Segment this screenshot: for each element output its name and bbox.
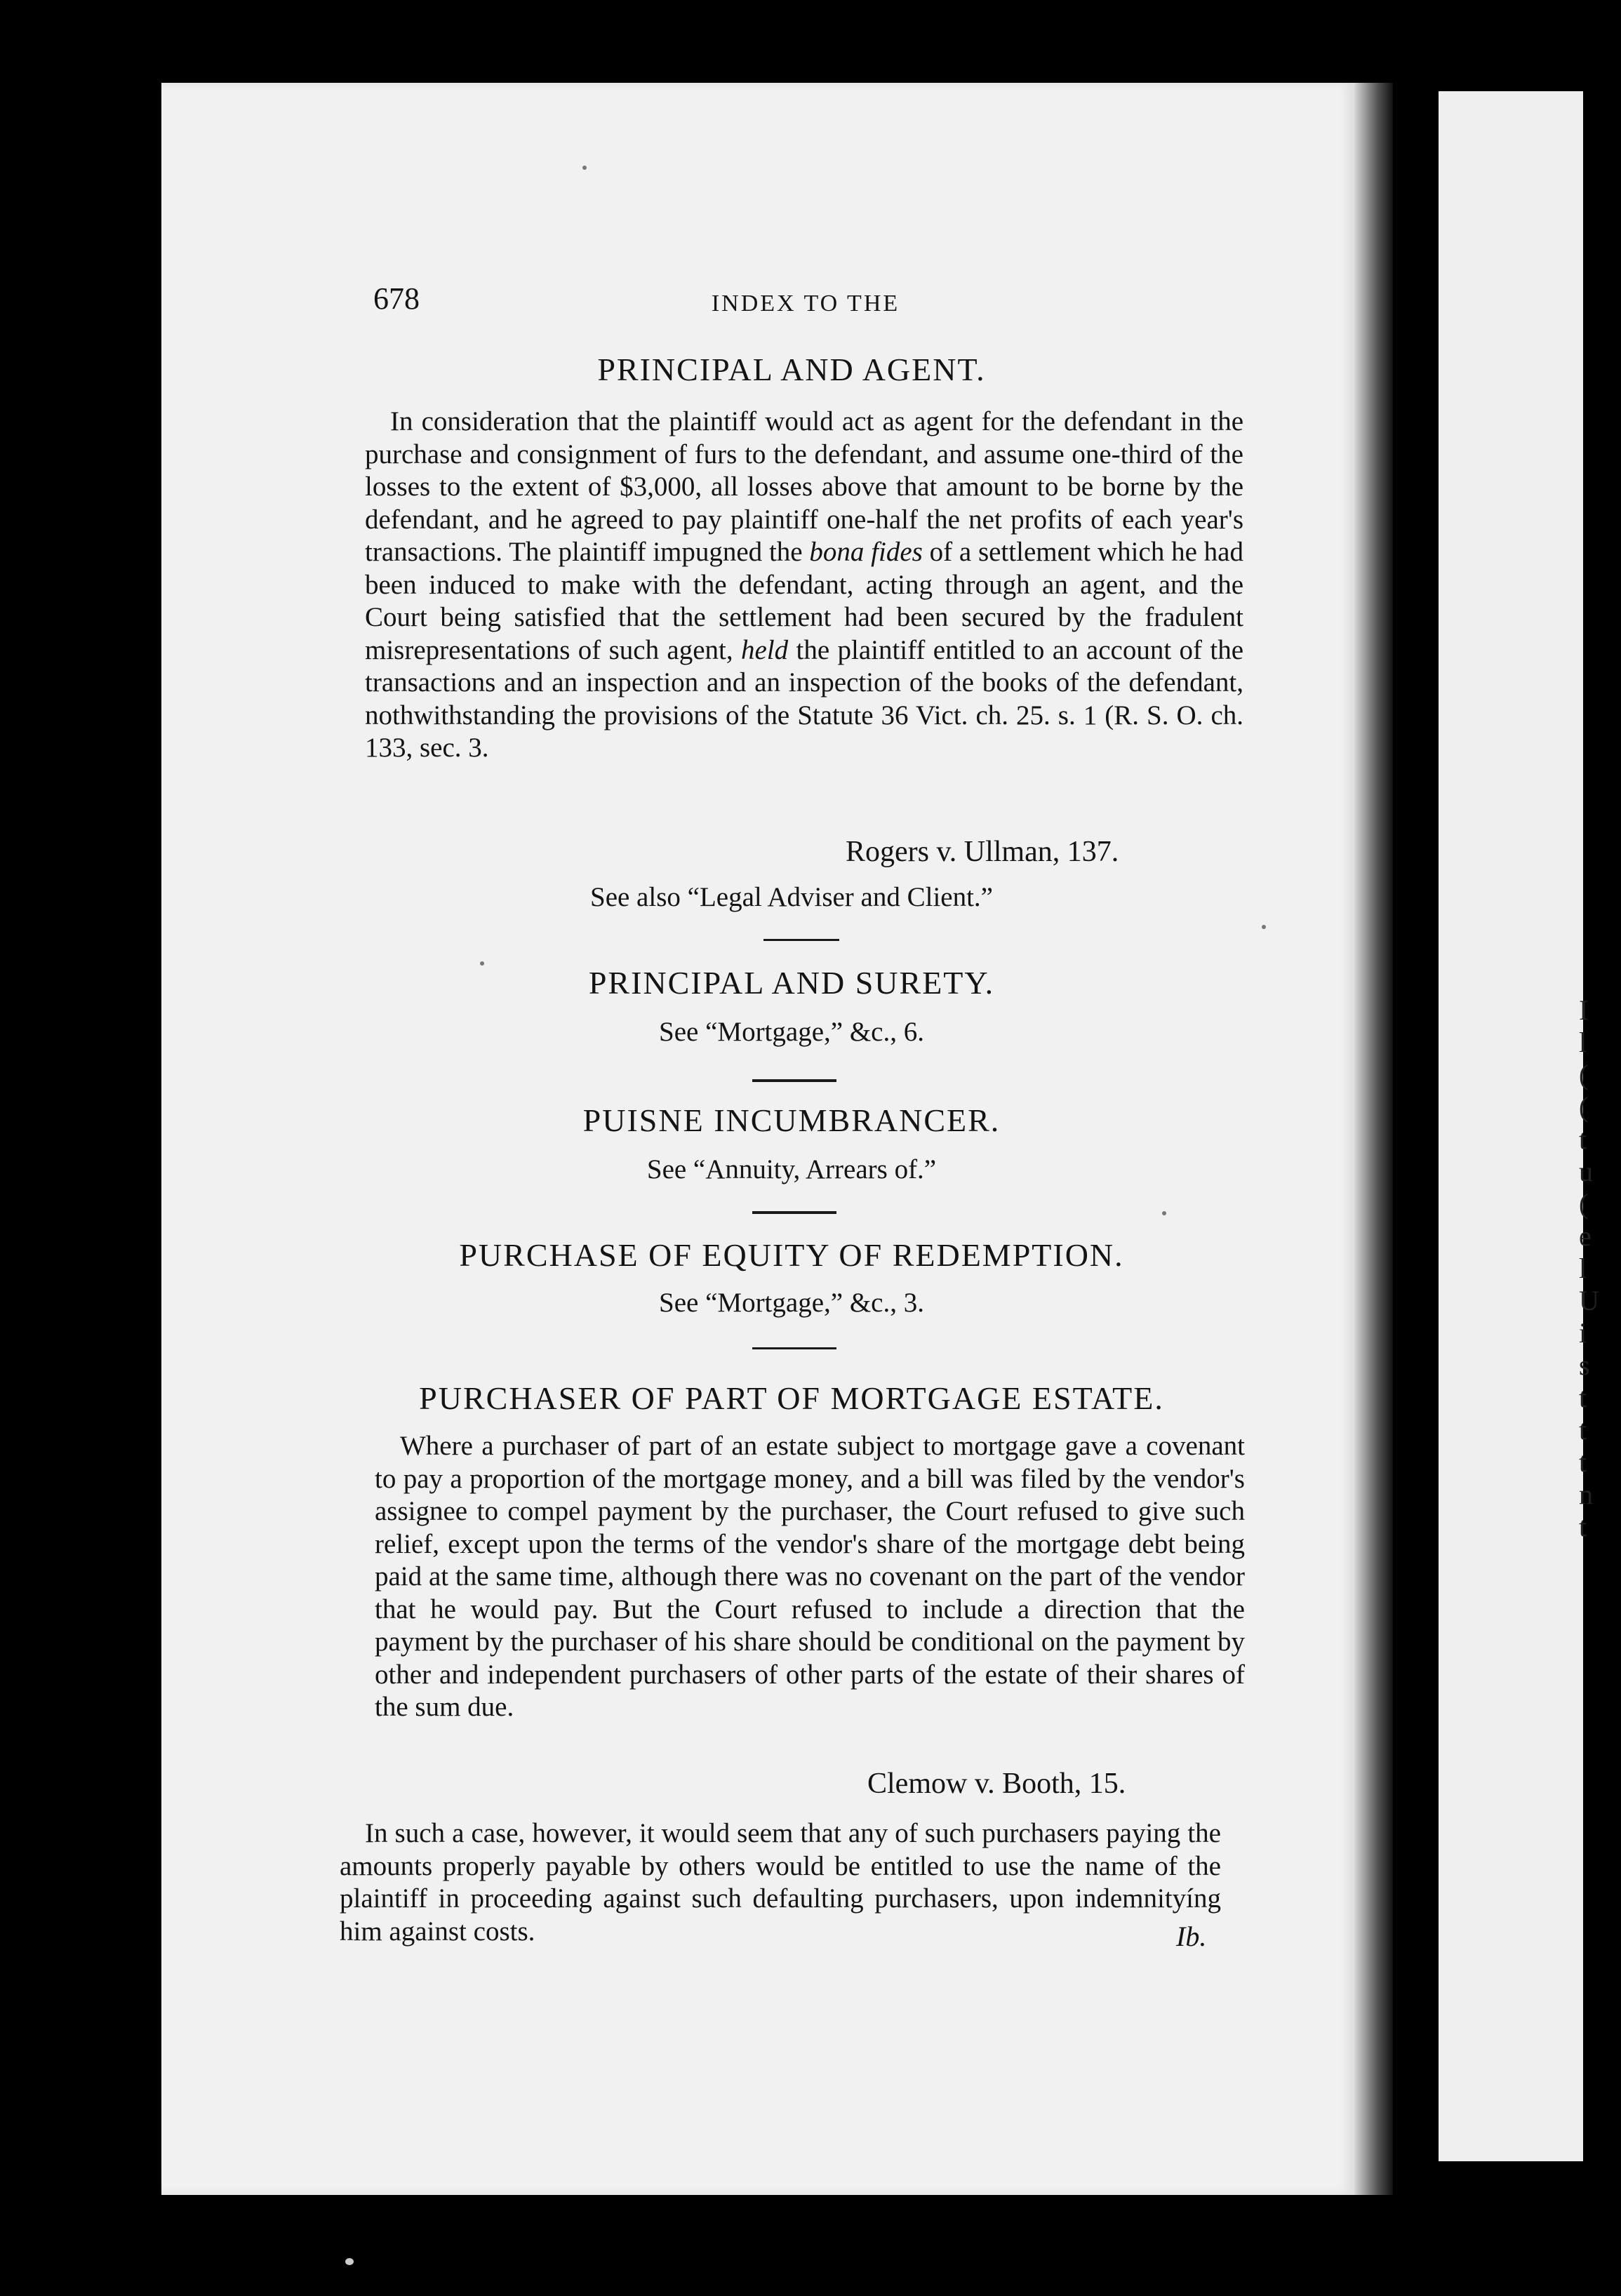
adjacent-page-fragment: i [1579,1317,1587,1349]
adjacent-page-fragment: ( [1579,1188,1589,1220]
heading-principal-and-surety: PRINCIPAL AND SURETY. [588,965,995,1001]
running-title-text: INDEX TO THE [711,291,900,316]
adjacent-page-fragment: u [1579,1156,1593,1187]
citation-rogers-v-ullman: Rogers v. Ullman, 137. [846,836,1119,868]
adjacent-page-fragment: t [1579,1382,1587,1413]
scan-speck [1162,1211,1166,1215]
adjacent-page-fragment: ( [1579,1091,1589,1123]
see-mortgage-6: See “Mortgage,” &c., 6. [659,1017,924,1047]
paragraph-principal-and-agent [365,406,1243,765]
book-gutter [1354,83,1393,2195]
paragraph-text: the plaintiff entitled to an account of the transactions and an inspection and an inspection of the books of the defendant, nothwithstanding the provisions of the Statute 36 Vict. ch. 25. s. 1 (R. S. O. ch. 133, sec. 3. [365,634,1244,763]
adjacent-page-fragment: n [1579,1479,1593,1510]
page-number: 678 [373,281,420,316]
heading-principal-and-agent: PRINCIPAL AND AGENT. [597,352,986,387]
adjacent-page-fragment: e [1579,1220,1592,1252]
italic-term: bona fides [809,537,923,567]
section-divider [752,1347,836,1349]
section-divider [763,939,839,941]
adjacent-page-fragment: I [1579,994,1589,1026]
paragraph-text: In such a case, however, it would seem that any of such purchasers paying the amounts properly payable by others would be entitled to use the name of the plaintiff in proceeding against such defaulting purchasers, upon indemnityíng him against costs. [340,1818,1221,1947]
see-mortgage-3: See “Mortgage,” &c., 3. [659,1288,924,1318]
heading-puisne-incumbrancer: PUISNE INCUMBRANCER. [582,1102,1001,1138]
heading-purchaser-of-part: PURCHASER OF PART OF MORTGAGE ESTATE. [419,1380,1164,1416]
scan-speck [480,961,484,966]
paragraph-such-case [340,1817,1221,1948]
citation-clemow-v-booth: Clemow v. Booth, 15. [867,1768,1126,1800]
scan-speck [582,166,587,170]
ibid-reference: Ib. [1176,1921,1207,1952]
scan-speck [345,2258,354,2265]
scan-speck [1262,925,1266,929]
adjacent-page-fragment: l [1579,1253,1587,1284]
adjacent-page-fragment: U [1579,1285,1599,1316]
adjacent-page-fragment: t [1579,1511,1587,1542]
running-title [0,291,1583,317]
adjacent-page-fragment: ( [1579,1059,1589,1090]
paragraph-text: In consideration that the plaintiff would act as agent for the defendant in the purchase and consignment of furs to the defendant, and assume one-third of the losses to the extent of $3,000, all losses above that amount to be borne by the defendant, and he agreed to pay plaintiff one-half the net profits of each year's transactions. The plaintiff impugned the [365,406,1243,567]
heading-purchase-of-equity: PURCHASE OF EQUITY OF REDEMPTION. [459,1237,1124,1273]
adjacent-page-fragment: t [1579,1446,1587,1478]
italic-term: held [741,634,789,665]
paragraph-purchaser-of-part: Where a purchaser of part of an estate subject to mortgage gave a covenant to pay a proportion of the mortgage money, and a bill was filed by the vendor's assignee to compel payment by the purchaser, the Court refused to give such relief, except upon the terms of the vendor's share of the mortgage debt being paid at the same time, although there was no covenant on the part of the vendor that he would pay. But the Court refused to include a direction that the payment by the purchaser of his share should be conditional on the payment by other and independent purchasers of other parts of the estate of their shares of the sum due. [375,1431,1245,1722]
section-divider [752,1079,836,1082]
adjacent-page-fragment: t [1579,1414,1587,1446]
paragraph-text: of a settlement which he had been induced to make with the defendant, acting through an agent, and the Court being satisfied that the settlement had been secured by the fradulent misrepresentations of such agent, [365,537,1243,665]
adjacent-page-fragment: s [1579,1349,1590,1381]
adjacent-page-fragment: t [1579,1123,1587,1155]
see-annuity-arrears: See “Annuity, Arrears of.” [646,1154,937,1184]
adjacent-page-fragment: l [1579,1027,1587,1058]
section-divider [752,1211,836,1214]
see-also-legal-adviser: See also “Legal Adviser and Client.” [590,882,993,912]
